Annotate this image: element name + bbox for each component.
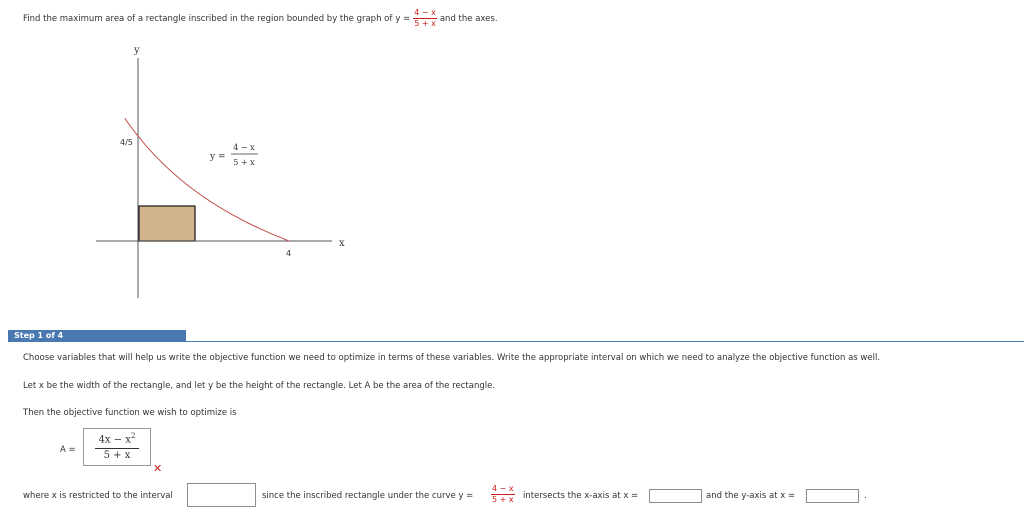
y-axis-label: y — [134, 45, 140, 56]
objective-answer-box[interactable] — [83, 428, 151, 466]
let-statement: Let x be the width of the rectangle, and let y be the height of the rectangle. Let A be the area of the rectangle. — [23, 381, 496, 391]
question-suffix: and the axes. — [439, 13, 498, 24]
interval-curve-den: 5 + x — [492, 495, 514, 504]
curve-eq-num: 4 − x — [233, 143, 255, 152]
inscribed-rectangle — [139, 206, 195, 241]
x-intercept-input[interactable] — [649, 489, 702, 503]
answer-lhs: A = — [60, 445, 76, 455]
interval-prefix: where x is restricted to the interval — [23, 491, 173, 501]
objective-numerator — [95, 433, 140, 448]
x-intercept-label: 4 — [286, 249, 292, 258]
question-y-eq: y = — [395, 13, 411, 24]
question-frac-den: 5 + x — [414, 19, 436, 28]
y-axis-text: and the y-axis at x = — [706, 491, 796, 501]
y-intercept-label: 4/5 — [120, 138, 133, 147]
curve-eq-prefix: y = — [210, 152, 226, 162]
objective-fraction — [95, 433, 140, 460]
interval-curve-fraction — [491, 485, 515, 504]
objective-intro: Then the objective function we wish to optimize is — [23, 408, 237, 418]
objective-num-text: 4x − x — [98, 434, 131, 446]
incorrect-x-icon: ✕ — [153, 462, 163, 475]
interval-curve-num: 4 − x — [492, 484, 514, 493]
objective-num-exponent: 2 — [130, 432, 136, 441]
step-divider — [186, 341, 1024, 342]
objective-denominator: 5 + x — [103, 449, 131, 461]
sentence-end-period: . — [864, 491, 867, 501]
question-frac-num: 4 − x — [414, 8, 436, 17]
question-prefix: Find the maximum area of a rectangle inscribed in the region bounded by the graph of — [23, 13, 393, 24]
x-axis-label: x — [339, 238, 345, 249]
interval-middle-text: since the inscribed rectangle under the curve y = — [262, 491, 474, 501]
curve-eq-den: 5 + x — [233, 158, 255, 167]
x-axis-text: intersects the x-axis at x = — [523, 491, 639, 501]
interval-input[interactable] — [187, 483, 256, 507]
step-label: Step 1 of 4 — [14, 331, 64, 340]
y-intercept-input[interactable] — [806, 489, 859, 503]
instruction-text: Choose variables that will help us write the objective function we need to optimize in terms of these variables. Write the appropriate interval on which we need to analyze the objective function as well. — [23, 353, 881, 363]
